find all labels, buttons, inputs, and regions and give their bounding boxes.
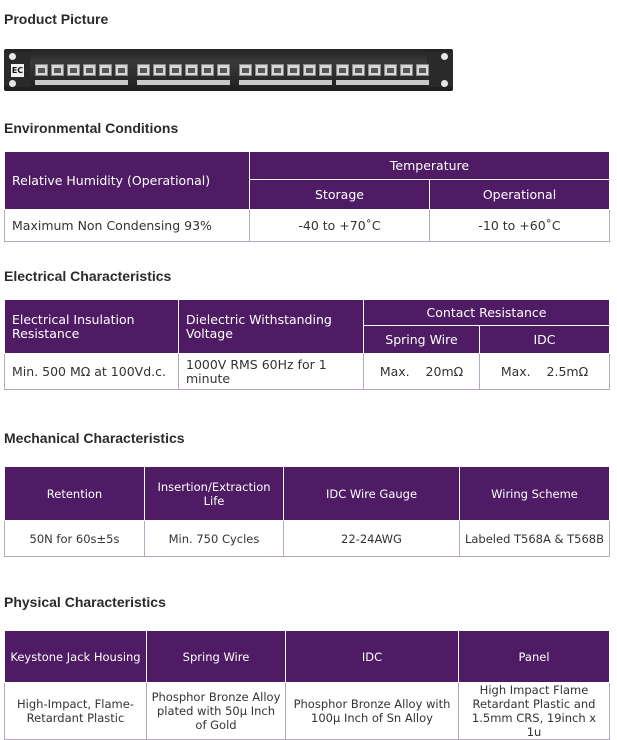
- keystone-port: [201, 64, 214, 76]
- brand-logo: EC: [11, 66, 24, 75]
- keystone-port: [137, 64, 150, 76]
- wiring-scheme-value: Labeled T568A & T568B: [460, 521, 610, 557]
- mounting-hole: [441, 53, 448, 60]
- physical-title: Physical Characteristics: [4, 594, 166, 610]
- dielectric-value: 1000V RMS 60Hz for 1 minute: [179, 354, 364, 390]
- port-label-strip: [137, 80, 230, 85]
- keystone-port: [35, 64, 48, 76]
- port-label-strip: [35, 80, 128, 85]
- storage-value: -40 to +70˚C: [250, 210, 430, 242]
- idc-value: Phosphor Bronze Alloy with 100μ Inch of Sn Alloy: [286, 683, 459, 740]
- humidity-value: Maximum Non Condensing 93%: [5, 210, 250, 242]
- port-label-strip: [336, 80, 429, 85]
- housing-header: Keystone Jack Housing: [5, 631, 147, 683]
- retention-value: 50N for 60s±5s: [5, 521, 145, 557]
- panel-value: High Impact Flame Retardant Plastic and 1.5mm CRS, 19inch x 1u: [459, 683, 610, 740]
- keystone-port: [169, 64, 182, 76]
- insulation-header: Electrical Insulation Resistance: [5, 300, 179, 354]
- keystone-port: [384, 64, 397, 76]
- wire-gauge-value: 22-24AWG: [284, 521, 460, 557]
- retention-header: Retention: [5, 467, 145, 521]
- electrical-table: [4, 299, 610, 390]
- keystone-port: [217, 64, 230, 76]
- environmental-title: Environmental Conditions: [4, 120, 179, 136]
- mounting-hole: [9, 80, 16, 87]
- keystone-port: [319, 64, 332, 76]
- housing-value: High-Impact, Flame-Retardant Plastic: [5, 683, 147, 740]
- keystone-port: [368, 64, 381, 76]
- keystone-port: [303, 64, 316, 76]
- insertion-life-value: Min. 750 Cycles: [145, 521, 284, 557]
- mechanical-title: Mechanical Characteristics: [4, 430, 185, 446]
- idc-header: IDC: [480, 326, 610, 354]
- keystone-port: [352, 64, 365, 76]
- idc-value: Max. 2.5mΩ: [480, 354, 610, 390]
- spring-wire-header: Spring Wire: [364, 326, 480, 354]
- keystone-port: [255, 64, 268, 76]
- patch-panel-image: [4, 49, 453, 91]
- keystone-port: [153, 64, 166, 76]
- keystone-port: [287, 64, 300, 76]
- keystone-port: [336, 64, 349, 76]
- keystone-port: [115, 64, 128, 76]
- keystone-port: [67, 64, 80, 76]
- port-label-strip: [239, 80, 332, 85]
- keystone-port: [400, 64, 413, 76]
- keystone-port: [83, 64, 96, 76]
- humidity-header: Relative Humidity (Operational): [5, 152, 250, 210]
- keystone-port: [239, 64, 252, 76]
- electrical-title: Electrical Characteristics: [4, 268, 172, 284]
- physical-table: [4, 630, 610, 740]
- operational-header: Operational: [430, 180, 610, 210]
- environmental-table: [4, 151, 610, 242]
- wiring-scheme-header: Wiring Scheme: [460, 467, 610, 521]
- mechanical-table: [4, 466, 610, 557]
- insulation-value: Min. 500 MΩ at 100Vd.c.: [5, 354, 179, 390]
- temperature-header: Temperature: [250, 152, 610, 180]
- product-picture-title: Product Picture: [4, 11, 109, 27]
- spring-wire-header: Spring Wire: [147, 631, 286, 683]
- idc-header: IDC: [286, 631, 459, 683]
- storage-header: Storage: [250, 180, 430, 210]
- spring-wire-value: Max. 20mΩ: [364, 354, 480, 390]
- keystone-port: [51, 64, 64, 76]
- spring-wire-value: Phosphor Bronze Alloy plated with 50μ Inch of Gold: [147, 683, 286, 740]
- keystone-port: [416, 64, 429, 76]
- panel-right-ear: [427, 53, 453, 87]
- panel-header: Panel: [459, 631, 610, 683]
- contact-resistance-header: Contact Resistance: [364, 300, 610, 326]
- insertion-life-header: Insertion/Extraction Life: [145, 467, 284, 521]
- keystone-port: [271, 64, 284, 76]
- mounting-hole: [441, 80, 448, 87]
- wire-gauge-header: IDC Wire Gauge: [284, 467, 460, 521]
- dielectric-header: Dielectric Withstanding Voltage: [179, 300, 364, 354]
- mounting-hole: [9, 53, 16, 60]
- keystone-port: [185, 64, 198, 76]
- keystone-port: [99, 64, 112, 76]
- operational-value: -10 to +60˚C: [430, 210, 610, 242]
